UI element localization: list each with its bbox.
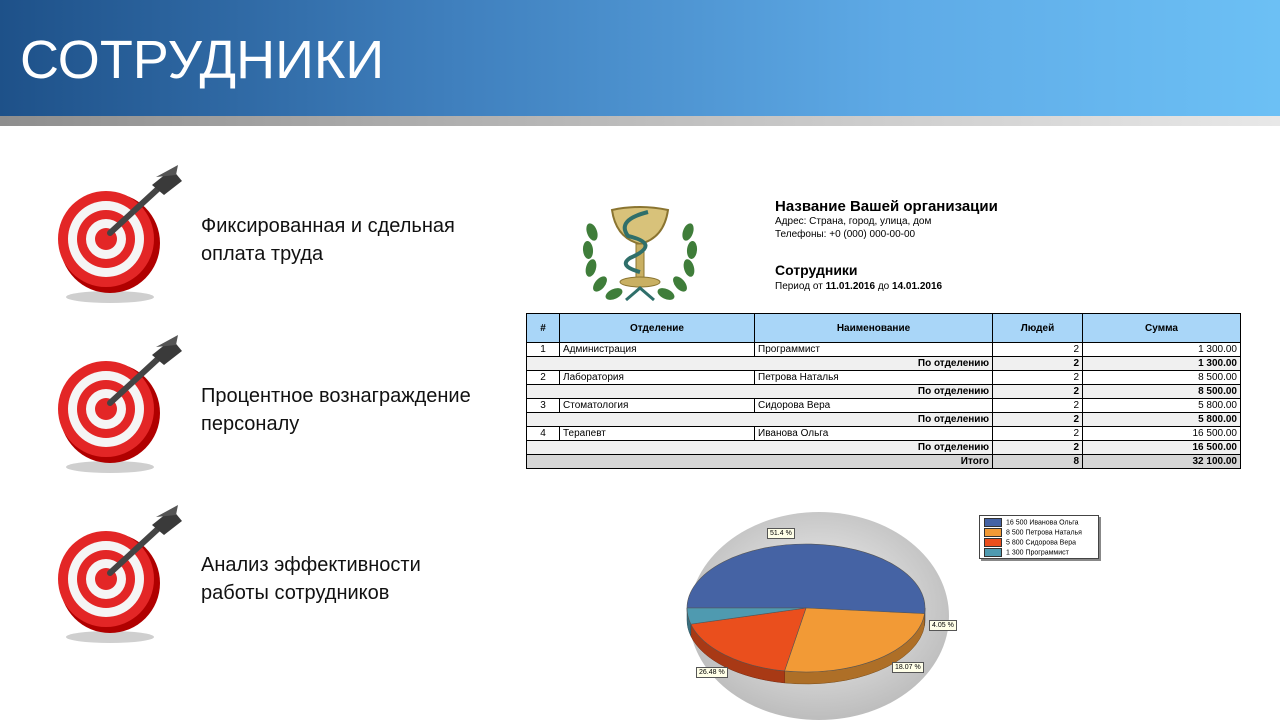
table-row [527,371,1241,385]
slice-label: 51.4 % [767,528,795,539]
cell-dept: Администрация [560,343,755,357]
bullet-item [201,212,511,268]
legend-label: 16 500 Иванова Ольга [1006,519,1079,527]
subtotal-sum: 8 500.00 [1083,385,1241,399]
cell-dept: Лаборатория [560,371,755,385]
legend-swatch [984,518,1002,527]
column-header: Сумма [1083,314,1241,343]
total-row [527,455,1241,469]
cell-people: 2 [993,343,1083,357]
target-dart-icon [48,335,188,475]
legend-label: 5 800 Сидорова Вера [1006,539,1077,547]
target-dart-icon [48,505,188,645]
bullet-line: Фиксированная и сдельная [201,215,455,237]
slice-label: 26.48 % [696,667,728,678]
subtotal-row [527,413,1241,427]
table-row [527,427,1241,441]
bullet-line: работы сотрудников [201,582,390,604]
legend-swatch [984,548,1002,557]
cell-sum: 1 300.00 [1083,343,1241,357]
bullet-item [201,551,511,607]
subtotal-people: 2 [993,357,1083,371]
report-period [775,281,942,292]
bullet-item [201,382,511,438]
cell-no: 4 [527,427,560,441]
org-address: Адрес: Страна, город, улица, дом [775,216,932,227]
cell-no: 3 [527,399,560,413]
legend-item [984,538,1076,547]
header-divider [0,116,1280,126]
period-label: Период от [775,281,823,292]
subtotal-label: По отделению [527,385,993,399]
legend-item [984,528,1082,537]
slice-label: 18.07 % [892,662,924,673]
report-table [526,313,1241,469]
legend-swatch [984,528,1002,537]
cell-people: 2 [993,399,1083,413]
cell-name: Петрова Наталья [755,371,993,385]
legend-item [984,518,1079,527]
target-dart-icon [48,165,188,305]
table-row [527,399,1241,413]
period-to: 14.01.2016 [892,281,943,292]
table-row [527,343,1241,357]
slice-label: 4.05 % [929,620,957,631]
cell-sum: 5 800.00 [1083,399,1241,413]
cell-name: Программист [755,343,993,357]
table-header-row [527,314,1241,343]
period-to-label: до [877,281,890,292]
subtotal-row [527,385,1241,399]
report-title: Сотрудники [775,262,858,278]
cell-people: 2 [993,427,1083,441]
cell-no: 1 [527,343,560,357]
subtotal-row [527,357,1241,371]
cell-name: Сидорова Вера [755,399,993,413]
total-sum: 32 100.00 [1083,455,1241,469]
bowl-of-hygieia-icon [578,192,702,308]
subtotal-people: 2 [993,441,1083,455]
subtotal-sum: 16 500.00 [1083,441,1241,455]
column-header: Наименование [755,314,993,343]
column-header: Отделение [560,314,755,343]
subtotal-sum: 5 800.00 [1083,413,1241,427]
bullet-line: Процентное вознаграждение [201,385,471,407]
column-header: Людей [993,314,1083,343]
cell-no: 2 [527,371,560,385]
org-name: Название Вашей организации [775,198,998,215]
legend-item [984,548,1069,557]
column-header: # [527,314,560,343]
cell-dept: Терапевт [560,427,755,441]
subtotal-label: По отделению [527,413,993,427]
subtotal-label: По отделению [527,441,993,455]
total-people: 8 [993,455,1083,469]
subtotal-sum: 1 300.00 [1083,357,1241,371]
subtotal-row [527,441,1241,455]
cell-name: Иванова Ольга [755,427,993,441]
period-from: 11.01.2016 [825,281,876,292]
cell-people: 2 [993,371,1083,385]
subtotal-people: 2 [993,385,1083,399]
subtotal-label: По отделению [527,357,993,371]
slide-title: СОТРУДНИКИ [20,30,385,90]
org-phones: Телефоны: +0 (000) 000-00-00 [775,229,916,240]
cell-sum: 16 500.00 [1083,427,1241,441]
bullet-line: оплата труда [201,243,324,265]
cell-sum: 8 500.00 [1083,371,1241,385]
chart-legend [979,515,1099,559]
legend-swatch [984,538,1002,547]
bullet-line: персоналу [201,413,300,435]
subtotal-people: 2 [993,413,1083,427]
legend-label: 8 500 Петрова Наталья [1006,529,1082,537]
total-label: Итого [527,455,993,469]
bullet-line: Анализ эффективности [201,554,421,576]
legend-label: 1 300 Программист [1006,549,1069,557]
cell-dept: Стоматология [560,399,755,413]
